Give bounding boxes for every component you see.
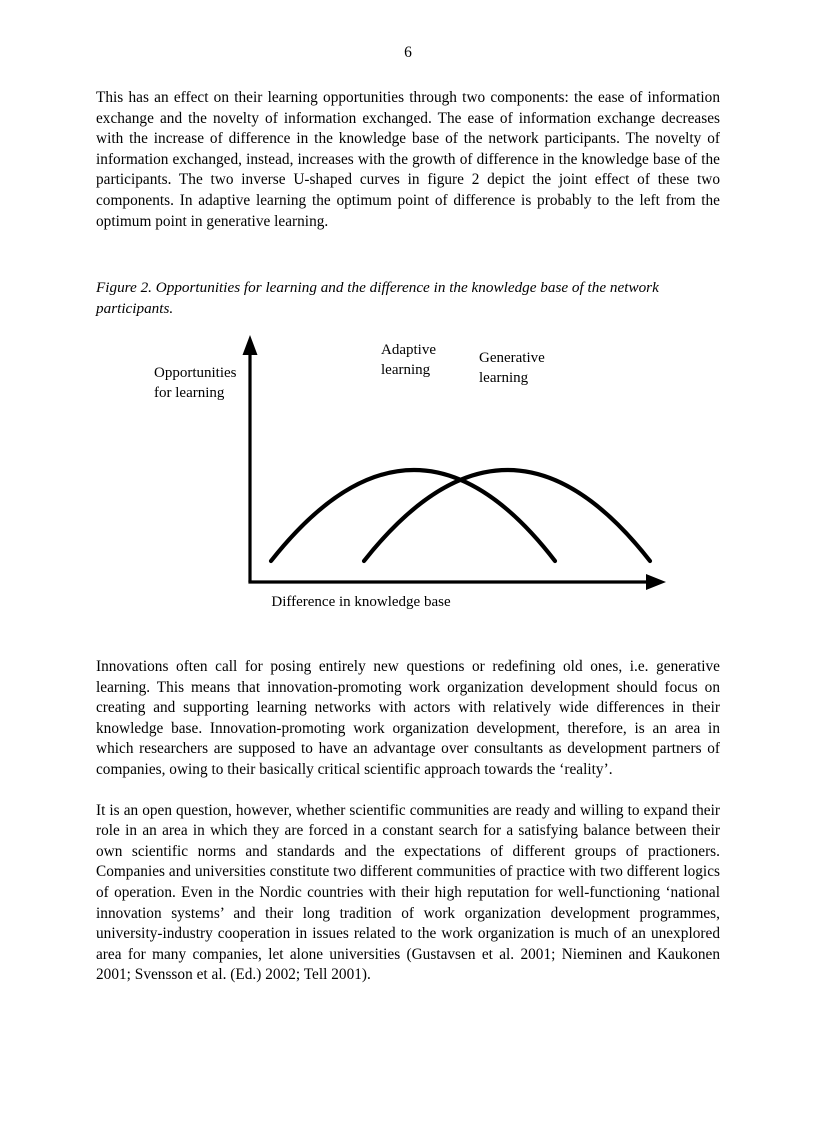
curve-label-adaptive-line2: learning [381, 361, 431, 378]
y-axis [243, 335, 258, 582]
y-axis-label-line2: for learning [154, 384, 225, 401]
figure-2 [96, 327, 720, 627]
y-axis-arrowhead [243, 335, 258, 355]
page-number: 6 [404, 44, 412, 61]
paragraph-2: Innovations often call for posing entirely new questions or redefining old ones, i.e. generative learning. This means that innovation-promoting work organization development should focus on creating and supporting learning networks with actors with relatively wide differences in their knowledge base. Innovation-promoting work organization development, therefore, is an area in which researchers are supposed to have an advantage over consultants as development partners of companies, owing to their basically critical scientific approach towards the ‘reality’. [96, 657, 720, 778]
x-axis-label: Difference in knowledge base [271, 593, 451, 610]
spacer-after-figure [96, 627, 720, 657]
figure-caption: Figure 2. Opportunities for learning and the difference in the knowledge base of the network participants. [96, 279, 659, 317]
paragraph-1: This has an effect on their learning opportunities through two components: the ease of information exchange and the novelty of information exchanged. The ease of information exchange decreases with the increase of difference in the knowledge base of the network participants. The novelty of information exchanged, instead, increases with the growth of difference in the knowledge base of the participants. The two inverse U-shaped curves in figure 2 depict the joint effect of these two components. In adaptive learning the optimum point of difference is probably to the left from the optimum point in generative learning. [96, 89, 720, 230]
paragraph-3: It is an open question, however, whether scientific communities are ready and willing to expand their role in an area in which they are forced in a constant search for a satisfying balance between their own scientific norms and standards and the expectations of different groups of practioners. Companies and universities constitute two different communities of practice with two different logics of operation. Even in the Nordic countries with their high reputation for well-functioning ‘national innovation systems’ and their long tradition of work organization development programmes, university-industry cooperation in issues related to the work organization is much of an unexplored area for many companies, let alone universities (Gustavsen et al. 2001; Nieminen and Kaukonen 2001; Svensson et al. (Ed.) 2002; Tell 2001). [96, 801, 720, 984]
curve-label-adaptive-line1: Adaptive [381, 341, 436, 358]
spacer-before-caption [96, 232, 720, 278]
curve-label-generative-line2: learning [479, 369, 529, 386]
curve-adaptive-learning [271, 470, 555, 561]
x-axis-arrowhead [646, 574, 666, 590]
figure-2-diagram [96, 327, 720, 627]
spacer-between-paragraphs [96, 781, 720, 801]
x-axis [248, 574, 666, 590]
page-content [96, 88, 720, 986]
curve-generative-learning [364, 470, 650, 561]
y-axis-label-line1: Opportunities [154, 364, 237, 381]
curve-label-generative-line1: Generative [479, 349, 545, 366]
